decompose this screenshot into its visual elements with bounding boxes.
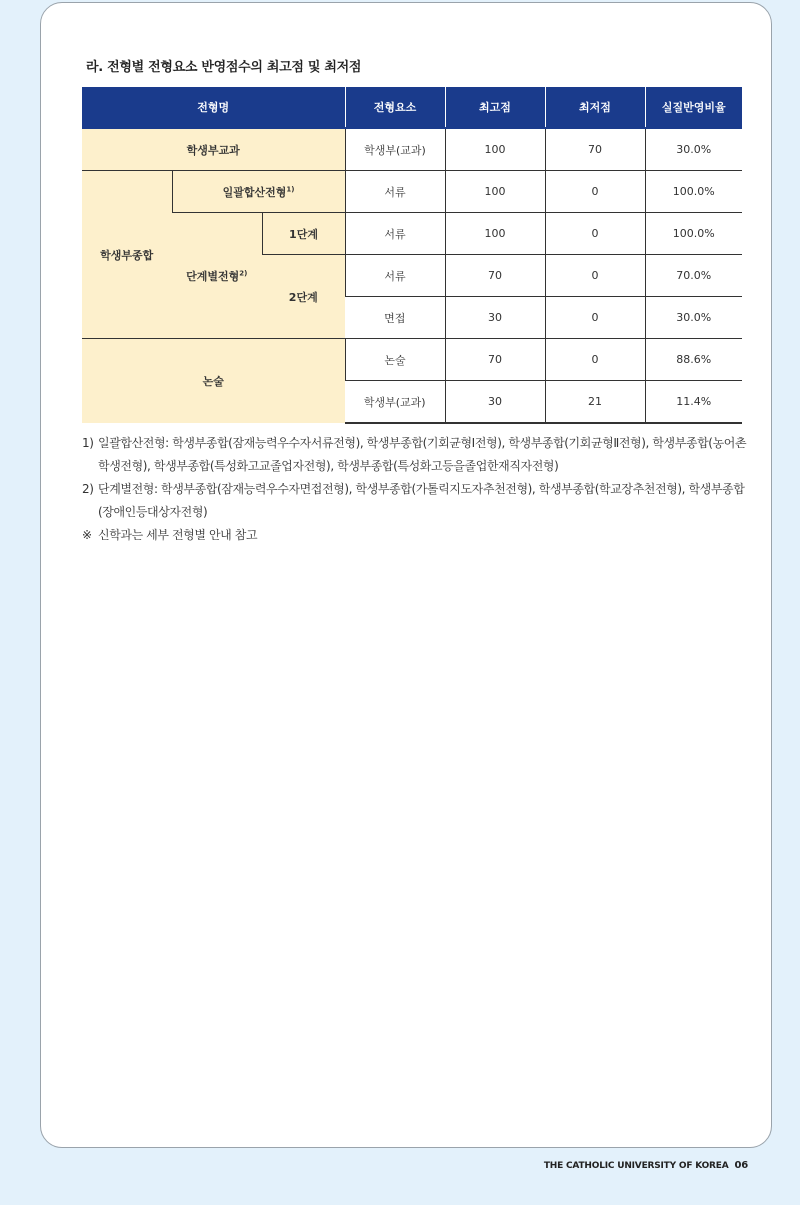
group-subject: 학생부교과 — [82, 128, 345, 171]
cell-min: 0 — [545, 339, 645, 381]
cell-min: 70 — [545, 128, 645, 171]
cell-element: 서류 — [345, 255, 445, 297]
footnote-1 — [82, 432, 748, 478]
cell-element: 서류 — [345, 213, 445, 255]
cell-element: 학생부(교과) — [345, 128, 445, 171]
table-row — [82, 128, 742, 171]
group-stage1: 1단계 — [262, 213, 345, 255]
page-number: 06 — [734, 1160, 748, 1171]
cell-ratio: 88.6% — [645, 339, 742, 381]
table-row — [82, 339, 742, 381]
footnote-text: 단계별전형: 학생부종합(잠재능력우수자면접전형), 학생부종합(가톨릭지도자추천전형), 학생부종합(학교장추천전형), 학생부종합(장애인등대상자전형) — [98, 482, 745, 519]
cell-ratio: 70.0% — [645, 255, 742, 297]
group-comprehensive: 학생부종합 — [82, 171, 172, 339]
header-min: 최저점 — [545, 87, 645, 128]
group-onestage-label: 일괄합산전형 — [222, 185, 287, 199]
group-essay: 논술 — [82, 339, 345, 424]
cell-max: 100 — [445, 171, 545, 213]
cell-min: 0 — [545, 255, 645, 297]
cell-min: 21 — [545, 381, 645, 424]
footnotes — [82, 432, 748, 547]
table-header-row — [82, 87, 742, 128]
cell-ratio: 30.0% — [645, 128, 742, 171]
cell-min: 0 — [545, 213, 645, 255]
cell-max: 100 — [445, 213, 545, 255]
group-multistage — [172, 213, 262, 339]
table-row — [82, 171, 742, 213]
cell-min: 0 — [545, 297, 645, 339]
group-stage2: 2단계 — [262, 255, 345, 339]
header-element: 전형요소 — [345, 87, 445, 128]
page-footer — [544, 1160, 748, 1171]
cell-max: 30 — [445, 297, 545, 339]
cell-element: 학생부(교과) — [345, 381, 445, 424]
footnote-marker: 2) — [82, 482, 94, 496]
cell-max: 30 — [445, 381, 545, 424]
table-row — [82, 213, 742, 255]
cell-min: 0 — [545, 171, 645, 213]
header-max: 최고점 — [445, 87, 545, 128]
cell-ratio: 100.0% — [645, 171, 742, 213]
note-marker: ※ — [82, 528, 92, 542]
header-admission-type: 전형명 — [82, 87, 345, 128]
footnote-ref-1: 1) — [286, 184, 295, 193]
reference-note — [82, 524, 748, 547]
group-multistage-label: 단계별전형 — [186, 269, 240, 283]
cell-max: 70 — [445, 339, 545, 381]
cell-ratio: 30.0% — [645, 297, 742, 339]
cell-element: 서류 — [345, 171, 445, 213]
cell-ratio: 100.0% — [645, 213, 742, 255]
cell-max: 70 — [445, 255, 545, 297]
section-title: 라. 전형별 전형요소 반영점수의 최고점 및 최저점 — [86, 60, 362, 75]
group-onestage — [172, 171, 345, 213]
footnote-ref-2: 2) — [239, 268, 248, 277]
score-table — [82, 87, 742, 424]
cell-max: 100 — [445, 128, 545, 171]
header-ratio: 실질반영비율 — [645, 87, 742, 128]
cell-element: 논술 — [345, 339, 445, 381]
university-name: THE CATHOLIC UNIVERSITY OF KOREA — [543, 1161, 729, 1171]
cell-ratio: 11.4% — [645, 381, 742, 424]
footnote-2 — [82, 478, 748, 524]
note-text: 신학과는 세부 전형별 안내 참고 — [98, 528, 258, 542]
cell-element: 면접 — [345, 297, 445, 339]
footnote-marker: 1) — [82, 436, 94, 450]
footnote-text: 일괄합산전형: 학생부종합(잠재능력우수자서류전형), 학생부종합(기회균형Ⅰ전형), 학생부종합(기회균형Ⅱ전형), 학생부종합(농어촌학생전형), 학생부종합(특성화고교졸업자전형), 학생부종합(특성화고등을졸업한재직자전형) — [98, 436, 747, 473]
